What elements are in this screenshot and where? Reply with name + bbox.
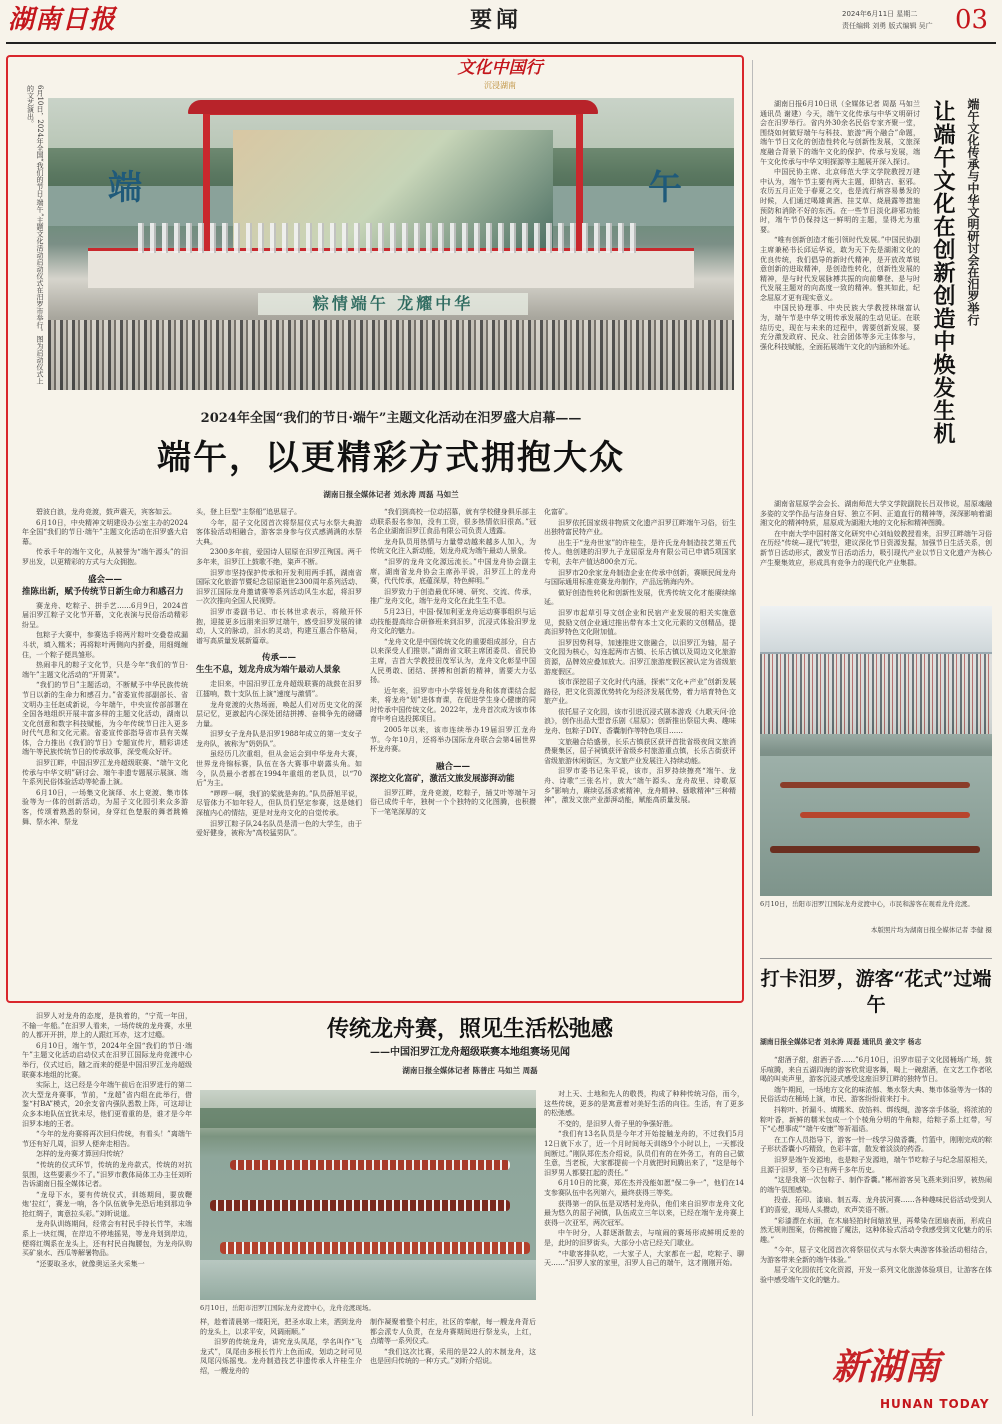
paragraph: 传承千年的端午文化，从被誉为“端午源头”的汨罗出发，以更精彩的方式与大众拥抱。 xyxy=(22,548,188,566)
banner-logo: 文化中国行 xyxy=(457,58,543,78)
paragraph: 端午期间，一场地方文化的味浓郁、集水祭大典、集市体验等为一体的民俗活动在桶场上演，市民、游客纷纷前来打卡。 xyxy=(760,1085,992,1104)
water-splash xyxy=(200,1260,536,1300)
paragraph: “甜酒子甜，甜酒子香……”6月10日，汨罗市屈子文化园桶场广场，鼓乐喧腾，来自五湖四海的游客欣赏迎客舞，喝上一碗甜酒，在文艺工作者吆喝的叫卖声里，游客沉浸式感受这座汨罗江畔的独特节日。 xyxy=(760,1056,992,1084)
dragon-headline: 传统龙舟赛，照见生活松弛感 xyxy=(326,1016,613,1042)
paragraph: 5月23日，中国·保加利亚龙舟运动赛事组织与运动技能提高综合研修班来到汨罗，沉浸式体验汨罗龙舟文化的魅力。 xyxy=(370,607,536,636)
paragraph: 湖南日报6月10日讯（全媒体记者 周磊 马如兰 通讯员 谢建）今天，端午文化传承与中华文明研讨会在汨罗举行。省内外30余名民俗专家齐聚一堂，围绕如何做好端午与科技、旅游“两个融合”命题，端午节日文化的创造性转化与创新性发展，文旅深度融合背景下的端午文化的保护、传承与发展，端午文化传承与中华文明探源等主题展开深入探讨。 xyxy=(760,100,920,166)
dragon-byline: 湖南日报全媒体记者 陈普庄 马如兰 周磊 xyxy=(402,1066,538,1075)
main-stage-photo xyxy=(48,98,734,390)
paragraph: 2005年以来，该市连续举办19届汨罗江龙舟节。今年10月，还将举办国际龙舟联合会第4届世界杯龙舟赛。 xyxy=(370,726,536,754)
paragraph: “传统的仪式环节，传统的龙舟款式，传统的对抗氛围，这些要素少不了。”汨罗市教体局体工办主任刘昕告诉湖南日报全媒体记者。 xyxy=(22,1160,192,1189)
paragraph: 头，登上巨型“主祭船”追思屈子。 xyxy=(196,508,302,516)
banner-subtitle: 沉浸湖南 xyxy=(484,81,516,90)
watermark-logo: 新湖南 xyxy=(832,1347,941,1388)
dragon-subtitle: ——中国汨罗江龙舟超级联赛本地组赛场见闻 xyxy=(370,1047,570,1058)
checkin-rule xyxy=(760,958,992,959)
paragraph: 汨罗市20余家龙舟制造企业在传承中创新，赛顺民间龙舟与国际通用标准竞赛龙舟制作，产品远销海内外。 xyxy=(544,568,736,587)
paragraph: 2300多年前，爱国诗人屈原在汨罗江殉国。两千多年来，汨罗江上鼓歌不绝，粢声不断。 xyxy=(196,548,362,566)
paragraph: 包粽子大赛中，参赛选手将两片粽叶交叠卷成漏斗状，填入糯米；再将粽叶两侧向内折叠，用细绳缠住，一个粽子便具雏形。 xyxy=(22,631,188,659)
subhead-body: 推陈出新，赋予传统节日新生命力和感召力 xyxy=(22,586,184,597)
paragraph: “汨罗的龙舟文化源远流长。”中国龙舟协会副主席，湖南省龙舟协会主席孙平说，汨罗江上的龙舟赛，代代传承，底蕴深厚，特色鲜明。” xyxy=(370,557,536,586)
spectators-photo xyxy=(760,606,992,896)
paragraph: “龙母下水，要有传统仪式，训练期间，要放鞭炮‘拉红’，赛龙一响，各个队伍就争先恐后地到那边争抢红绸子，寓意拉头彩。”刘昕说道。 xyxy=(22,1190,192,1218)
paragraph: 实际上，这已经是今年端午前后在汨罗进行的第二次大型龙舟赛事，节前，“龙超”省内组在此举行，借鉴“村BA”模式，20余支省内强队悉数上阵，可这却让众多本地队伍宜犹未尽，他们更看重的是，谁才是今年汨罗本地的王者。 xyxy=(22,1081,192,1128)
right-kicker: 端午文化传承与中华文明研讨会在汨罗举行 xyxy=(966,98,980,326)
paragraph: 热闹非凡的粽子文化节，只是今年“我们的节日·端午”主题文化活动的“开胃菜”。 xyxy=(22,661,188,679)
right-story-body-bottom xyxy=(760,500,992,598)
paragraph: 近年来，汨罗市中小学将划龙舟和体育课结合起来，将龙舟“划”进体育课，在促进学生身心健康的同时传承中国传统文化。2022年，龙舟首次成为该市体育中考自选投掷项目。 xyxy=(370,686,536,724)
paragraph: 汨罗江粽子队24名队员是清一色的大学生，由于爱好健身，被称为“高校猛男队”。 xyxy=(196,819,362,838)
paragraph: “我们到高校一位动招慕，就有学校健身俱乐部主动联系报名参加，没有工资，很多热情依旧很高。”冠名企业湖南汨罗江食品有限公司负责人透露。 xyxy=(370,508,536,536)
top-byline: 湖南日报全媒体记者 刘永涛 周磊 马如兰 xyxy=(323,490,459,499)
paragraph: 该市深挖屈子文化时代内涵，探索“文化+产业”创新发展路径，把文化资源优势转化为经济发展优势，着力培育特色文旅产业。 xyxy=(544,678,736,706)
audience xyxy=(48,320,734,390)
editor-line: 责任编辑 刘勇 版式编辑 吴广 xyxy=(842,22,933,30)
paragraph: “今年的龙舟赛将再次回归传统，有看头！”离端午节还有好几周，汨罗人便奔走相告。 xyxy=(22,1130,192,1148)
paragraph: “龙舟文化是中国传统文化的重要组成部分，自古以来深受人们推崇。”湖南省文联主席团委员、省民协主席，吉首大学教授田茂军认为，龙舟文化彰显中国人民勇敢、团结、拼搏和创新的精神，需要大力弘扬。 xyxy=(370,637,536,685)
paragraph: 龙舟队员用热情与力量带动越来越多人加入，为传统文化注入新动能，划龙舟成为端午最动人景象。 xyxy=(370,537,536,556)
stage-platform xyxy=(88,248,694,288)
paragraph: 6月10日，一场集文化演绎、水上竞渡、集市体验等为一体的创新活动，为屈子文化园引来众多游客，传颂着熟悉的祭词，身穿红色楚服的舞者跳傩舞、祭水神、祭龙 xyxy=(22,788,188,826)
paragraph: 汨罗市委书记朱平说，该市，汨罗持续擦亮“端午、龙舟、诗歌”三张名片，放大“端午源头、龙舟故里、诗歌原乡”影响力，赓续弘扬求索精神，龙舟精神、骚歌精神“三种精神”，激发文旅产业澎湃动能，赋能高质量发展。 xyxy=(544,767,736,805)
paragraph: 汨罗市坚持保护传承和开发利用两手抓，湖南省国际文化旅游节暨纪念屈原逝世2300周年系列活动、汨罗江国际龙舟邀请赛等系列活动风生水起，将汨罗一次次推向全国人民视野。 xyxy=(196,568,362,606)
paragraph: 6月10日，中央精神文明建设办公室主办的2024年全国“我们的节日·端午”主题文化活动在汨罗盛大启幕。 xyxy=(22,518,188,546)
boat-2 xyxy=(800,812,970,818)
page-number: 03 xyxy=(955,5,989,35)
paragraph: 6月10日的比赛，郑佐杰并没能如愿“保二争一”，他们在14支参赛队伍中名列第六，最终获得三等奖。 xyxy=(544,1179,744,1197)
subhead-body: 深挖文化富矿，激活文旅发展澎湃动能 xyxy=(370,773,515,784)
paragraph: 屈子文化园依托文化资源，开发一系列文化旅游体验项目，让游客在体验中感受端午文化的魅力。 xyxy=(760,1266,992,1285)
paragraph: 汨罗是端午发源地，也是粽子发源地，端午节吃粽子与纪念屈原相关，且源于汨罗，至今已有两千多年历史。 xyxy=(760,1155,992,1174)
paragraph: “啰啰一啊，我们的桨就是奔的。”队员薛旭平说，尽管体力不如年轻人，但队员们坚定参赛，这是她们深植内心的情结，更是对龙舟文化的自觉传承。 xyxy=(196,789,362,818)
paragraph: 汨罗江畔，龙舟竞渡，吃粽子，插艾叶等端午习俗已成传千年，独树一个个独特的文化图腾，也积攒下一笔笔深厚的文 xyxy=(370,788,536,817)
paragraph: “我们这次比赛，采用的是22人的木制龙舟，这也是回归传统的一种方式。”刘昕介绍说。 xyxy=(370,1347,536,1366)
paragraph: 虽经历几次重组，但从金运会到中华龙舟大赛，世界龙舟锦标赛，队伍在各大赛事中崭露头角。如今，队员最小者都在1994年重组的老队员，以“70后”为主。 xyxy=(196,750,362,788)
performers xyxy=(138,223,638,253)
boat-3 xyxy=(770,846,980,853)
paragraph: “还要取圣水，就像奥运圣火采集一 xyxy=(36,1259,145,1268)
dragon-column-3 xyxy=(370,1318,536,1416)
paragraph: 中国民协理事、中央民族大学教授林继富认为，端午节是中华文明传承发展的生动见证。在联结历史，现在与未来的过程中，需要创新发展，要充分激发政府、民众、社会团体等多元主体参与，强化科技赋能，全面拓展端午文化的内涵和外延。 xyxy=(760,304,920,351)
checkin-body xyxy=(760,1056,992,1396)
checkin-headline: 打卡汨罗，游客“花式”过端午 xyxy=(760,968,992,1016)
paragraph: 龙舟竞渡的火热场面，唤起人们对历史文化的深层记忆，更激起内心深处团结拼搏、奋楫争先的磅礴力量。 xyxy=(196,700,362,728)
top-column-1 xyxy=(22,508,188,996)
watermark-en: HUNAN TODAY xyxy=(880,1397,990,1411)
paragraph: 汨罗市委副书记、市长林世求表示，将敞开怀抱，迎接更多远朋来汨罗过端午，感受汨罗发展的律动，人文的脉动，汨水的灵动，构建互惠合作格局，谱写高质量发展新篇章。 xyxy=(196,607,362,645)
paper-logo: 湖南日报 xyxy=(8,5,117,35)
paragraph: 6月10日，端午节，2024年全国“我们的节日·端午”主题文化活动启动仪式在汨罗江国际龙舟竞渡中心举行，仪式过后，随之而来的便是中国汨罗江龙舟超级联赛本地组的比赛。 xyxy=(22,1041,192,1079)
paragraph: 中午时分，人群逐渐散去，与喧闹的赛场形成鲜明反差的是，此时的汨罗街头，大部分小店已经关门歇业。 xyxy=(544,1229,744,1247)
paragraph: 不变的，是汨罗人骨子里的争强好胜。 xyxy=(558,1119,677,1128)
paragraph: 汨罗人对龙舟的态度，是执着的，“宁荒一年田，不输一年船。”在汨罗人看来，一场传统的龙舟赛，水里的人都开开拼，岸上的人跟红耳赤，这才过瘾。 xyxy=(22,1012,192,1040)
spectators-photo-caption: 6月10日，岳阳市汨罗江国际龙舟竞渡中心，市民和游客在观看龙舟竞渡。 xyxy=(760,900,974,908)
checkin-byline: 湖南日报全媒体记者 刘永涛 周磊 通讯员 姜文宇 杨志 xyxy=(760,1038,922,1046)
stage-gate-roof xyxy=(188,100,598,114)
dragon-photo-caption: 6月10日，岳阳市汨罗江国际龙舟竞渡中心，龙舟竞渡现场。 xyxy=(200,1304,375,1312)
paragraph: 化富矿。 xyxy=(544,508,572,516)
stage-char-right: 午 xyxy=(648,168,682,208)
paragraph: 做好创造性转化和创新性发展，优秀传统文化才能赓续绵延。 xyxy=(544,588,736,607)
paragraph: 制作凝聚着整个村庄，社区的奉献，每一艘龙舟背后都会派专人负责，在龙舟赛期间进行祭龙头，上红，点睛等一系列仪式。 xyxy=(370,1318,536,1346)
paragraph: 湖南省屈原学会会长、湖南师范大学文学院副院长吕双伟说，屈原魂融多姿的文学作品与洁身自好、独立不阿、正道直行的精神等，深深影响着湖湘文化的精神特质，屈原成为湖湘大地的文化标和精神图腾。 xyxy=(760,500,992,528)
paragraph: 汨罗市起草引导文创企业和民宿产业发展的相关实施意见，鼓励文创企业通过推出带有本土文化元素的文创精品，提高汨罗特色文化附加值。 xyxy=(544,608,736,637)
paragraph: 龙舟队训练期间，经常会有村民手持长竹竿，末端系上一块红绸，在岸边不停地摇晃，等龙舟划到岸边，便将红绸系在龙头上，还有村民自掏腰包，为龙舟队购买矿泉水、西瓜等解暑物品。 xyxy=(22,1220,192,1258)
paragraph: 汨罗女子龙舟队是汨罗1988年成立的第一支女子龙舟队，被称为“奶奶队”。 xyxy=(196,730,362,748)
top-kicker: 2024年全国“我们的节日·端午”主题文化活动在汨罗盛大启幕—— xyxy=(200,411,582,426)
paragraph: 样，趁着清晨第一缕阳光，把圣水取上来，洒到龙舟的龙头上，以求平安，风调雨顺。” xyxy=(200,1318,362,1336)
paragraph: 汨罗致力于创造最优环境、研究、交流、传承，推广龙舟文化，端午龙舟文化在此生生不息。 xyxy=(370,587,536,606)
photo-credit: 本版照片均为湖南日报全媒体记者 李健 摄 xyxy=(870,926,992,934)
paragraph: 汨罗的传统龙舟，讲究龙头凤尾，学名叫作“飞龙式”，凤尾由多根长竹片上色而成，划动之时可见凤尾闪烁摇曳。龙舟制造技艺非遗传承人许桂生介绍，一艘龙舟的 xyxy=(200,1338,362,1375)
top-column-4 xyxy=(544,508,736,996)
dragon-column-4 xyxy=(544,1090,744,1416)
subhead-title: 传承—— xyxy=(261,653,296,664)
race-boat-2 xyxy=(210,1200,510,1211)
right-story-body-top xyxy=(760,100,920,500)
paragraph: 碧波白浪，龙舟竞渡，鼓声震天，宾客如云。 xyxy=(36,508,176,516)
masthead xyxy=(0,0,1002,46)
paragraph: 走旧来，中国汨罗江龙舟超级联赛的战鼓在汨罗江擂响，数十支队伍上演“速度与激情”。 xyxy=(196,680,362,698)
stadium-canopy xyxy=(760,606,992,654)
race-boat-1 xyxy=(230,1160,510,1170)
dragon-race-photo xyxy=(200,1090,536,1300)
dragon-column-1 xyxy=(22,1012,192,1416)
paragraph: “这是我第一次包粽子、制作香囊。”郴州游客吴飞燕来到汨罗，被热闹的端午氛围感染。 xyxy=(760,1176,992,1194)
paragraph: 文旅融合给盛景，长乐古镇获区获评首批省级夜间文旅消费聚集区，屈子祠镇获评省级乡村旅游重点镇，长乐古街获评省级旅游休闲街区，为文旅产业发展注入持续动能。 xyxy=(544,737,736,765)
right-headline: 让端午文化在创新创造中焕发生机 xyxy=(930,100,956,445)
subhead-title: 融合—— xyxy=(435,761,470,772)
subhead-body: 生生不息，划龙舟成为端午最动人景象 xyxy=(196,665,341,676)
paragraph: “今年，屈子文化园首次将祭屈仪式与水祭大典游客体验活动相结合，为游客带来全新的端午体验。” xyxy=(760,1246,992,1264)
main-photo-caption: 6月10日，2024年全国“我们的节日·端午”主题文化活动启动仪式在汨罗市举行。图为启动仪式上的文艺演出。 xyxy=(26,85,44,385)
paragraph: 对上天、土地和先人的敬畏，构成了种种传统习俗，而今，这些传统，更多的是寓意着对美好生活的向往。生活，有了更多的松弛感。 xyxy=(544,1090,744,1118)
crowd xyxy=(760,654,992,734)
right-column-divider xyxy=(752,60,753,1416)
top-column-2 xyxy=(196,508,362,996)
masthead-rule xyxy=(6,42,996,44)
top-column-3 xyxy=(370,508,536,996)
paragraph: 出生于“龙舟世家”的许桂生，是许氏龙舟制造技艺第五代传人。他创建的汨罗九子龙屈原龙舟有限公司已申请5项国家专利，去年产值达800余万元。 xyxy=(544,538,736,566)
paragraph: 怎样的龙舟赛才算回归传统？ xyxy=(36,1150,127,1159)
paragraph: 中国民协主席、北京师范大学文学院教授万建中认为，端午节主要有两大主题，即纳吉、驱邪。农历五月正处于春夏之交，也是流行病容易暴发的时候，人们通过喝雄黄酒、挂艾草、烧晨露等措施预防和消除不好的东西。在一些节日淡化辟邪功能时，端午节仍保持这一鲜明的主题，显得尤为重要。 xyxy=(760,168,920,234)
paragraph: “唯有创新创造才能引领时代发展。”中国民协副主席兼秘书长邱运华说，敢为天下先是湖湘文化的优良传统，我们倡导的新时代精神，是开放改革锐意创新的进取精神，是创造性转化，创新性发展的精神，是与时代发展脉搏共振的向前攀登、是与时代发展主题对的向高度一致的精神。惟其如此，纪念屈原才更有现实意义。 xyxy=(760,236,920,302)
paragraph: 赛龙舟、吃粽子、拼手艺……6月9日，2024首届汨罗江粽子文化节开幕，文化表演与民俗活动精彩纷呈。 xyxy=(22,601,188,629)
section-title: 要闻 xyxy=(470,7,523,33)
paragraph: “我们的节日”主题活动，不断赋予中华民族传统节日以新的生命力和感召力。”省委宣传部副部长、省文明办主任赵成新说，今年端午，中央宣传部部署在全国各地组织开展丰富多样的主题文化活动，湖南以文化创意和数字科技赋能，为今年传统节日注入更多时代气息和文化元素。省委宣传部指导省市县有关媒体，合力推出《我们的节日》专题宣传片，精彩讲述端午等民族传统节日的传承故事，深受观众好评。 xyxy=(22,681,188,757)
paragraph: 汨罗江畔，中国汨罗江龙舟超级联赛、“端午文化传承与中华文明”研讨会、端午非遗专题展示展演、端午系列民俗体验活动等轮番上演。 xyxy=(22,759,188,787)
stage-slogan: 粽情端午 龙耀中华 xyxy=(258,293,528,315)
paragraph: 投壶、拓印、漆扇、制五毒、龙舟拔河赛……各种趣味民俗活动受到人们的喜爱，现场人头攒动，欢声笑语不断。 xyxy=(760,1196,992,1214)
river-surface xyxy=(760,756,992,896)
dragon-column-2 xyxy=(200,1318,362,1416)
paragraph: 获得第一的队伍是双塔村龙舟队，他们来自汨罗市龙舟文化最为悠久的屈子祠镇，队伍成立三年以来，已经在端午龙舟赛上获得一次亚军，两次冠军。 xyxy=(544,1199,744,1227)
paragraph: 在工作人员指导下，游客一针一线学习做香囊，竹篮中，刚刚完成的粽子形状香囊小巧精致，色彩丰富，散发着淡淡的药香。 xyxy=(760,1135,992,1154)
paragraph: 汨罗因势利导，加速推进文旅融合，以汨罗江为轴，屈子文化园为核心，勾连起两市古镇、长乐古镇以及周边文化旅游资源，品牌效应叠加放大。汨罗江旅游度假区被认定为省级旅游度假区。 xyxy=(544,638,736,676)
paragraph: “中歇客排队吃，一大家子人，大家都在一起，吃粽子、聊天……”汨罗人家的家里，汨罗人自己的端午，这才刚刚开始。 xyxy=(544,1249,744,1268)
paragraph: “彩漆漂在水面，在木扇轻拍时间缩放里，再晕染在团扇表面，形成自然无规则图案，仿佛被施了魔法，这种体验式活动令我感受到文化魅力的乐趣。” xyxy=(760,1216,992,1244)
date-line: 2024年6月11日 星期二 xyxy=(842,10,918,18)
stage-char-left: 端 xyxy=(108,168,142,208)
top-headline: 端午，以更精彩方式拥抱大众 xyxy=(157,438,625,478)
subhead-title: 盛会—— xyxy=(87,574,122,585)
paragraph: 抖粽叶、折漏斗、填糯米、放馅料、绑线绳，游客亲手体验，将浓浓的粽叶香，新鲜的糯米包成一个个棱角分明的牛角粽，给粽子系上红带，写下“心想事成”“端午安康”等祈福语。 xyxy=(760,1105,992,1134)
race-boat-3 xyxy=(220,1242,530,1254)
paragraph: 汨罗依托国家级非物质文化遗产汨罗江畔端午习俗，衍生出独特富民特产业。 xyxy=(544,518,736,537)
paragraph: 今年，屈子文化园首次将祭屈仪式与水祭大典游客体验活动相融合，游客亲身参与仪式感满满的水祭大典。 xyxy=(196,518,362,546)
far-bank xyxy=(200,1108,536,1128)
boat-1 xyxy=(780,782,970,788)
paragraph: “我们有13名队员是今年才开始接触龙舟的，不过我们5月12日就下水了，近一个月时间每天训练9个小时以上，一天都没间断过。”刚队郑佐杰介绍说，队员们有的在外务工，有的自己做生意，当老板，大家都提前一个月就把时间腾出来了，“这是每个汨罗男人都要扛起的责任。” xyxy=(544,1130,744,1177)
culture-banner xyxy=(420,57,580,99)
paragraph: 在中南大学中国村落文化研究中心刘灿姣教授看来，汨罗江畔端午习俗在历经“传统—现代”转型，建议深化节日资源发掘，加强节日生活关系，创新节日活动形式，激发节日活动活力，吸引现代产业以节日文化遗产为核心产生聚集效应，形成具有竞争力的现代化产业集群。 xyxy=(760,529,992,567)
paragraph: 依托屈子文化园，该市引进沉浸式剧本游戏《九歌天问·沧浪》，创作出品大型音乐剧《屈原》；创新推出祭屈大典、趣味龙舟、包粽子DIY、香囊制作等特色项目…… xyxy=(544,707,736,736)
